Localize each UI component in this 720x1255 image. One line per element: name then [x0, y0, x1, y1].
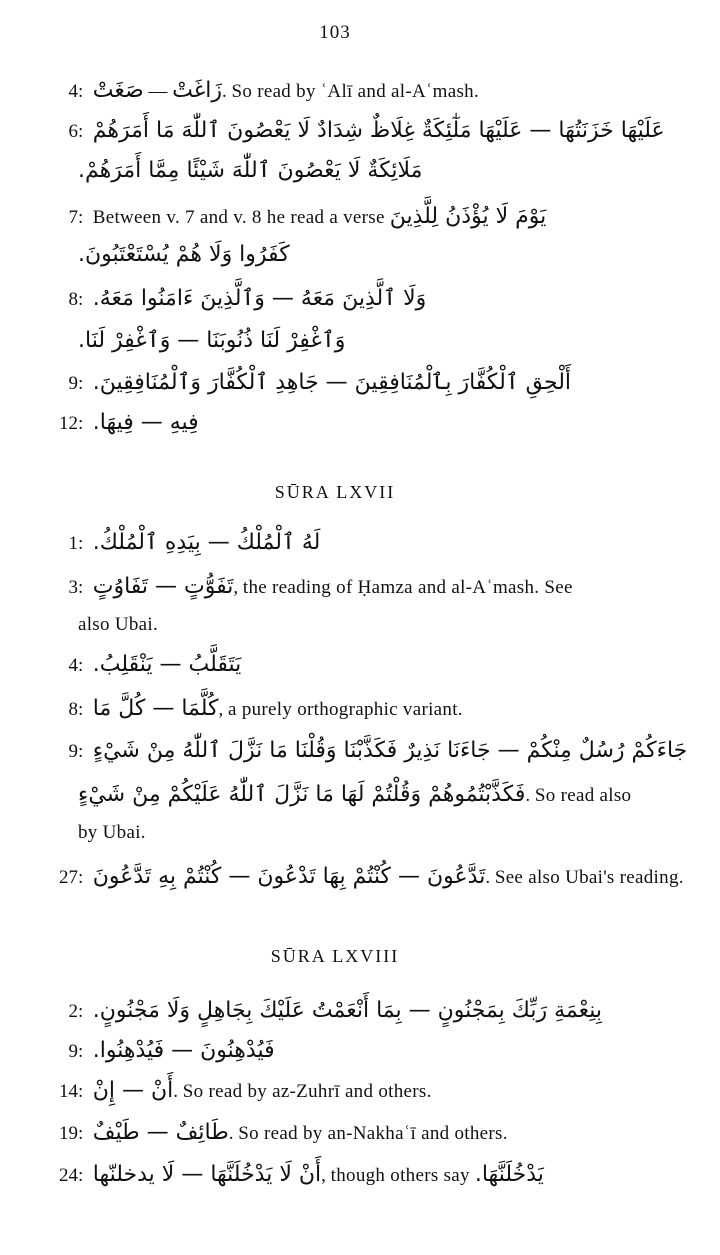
verse-number: 8 — [68, 289, 78, 310]
verse-entry-1: 1: لَهُ ٱلْمُلْكُ — بِيَدِهِ ٱلْمُلْكُ. — [26, 530, 666, 557]
dash: — — [143, 81, 173, 102]
verse-entry-6-cont — [78, 158, 668, 183]
arabic-reading: فَيُدْهِنُونَ — فَيُدْهِنُوا. — [92, 1038, 275, 1063]
arabic-reading: يَوْمَ لَا يُؤْذَنُ لِلَّذِينَ — [389, 204, 547, 229]
note-text-cont: also Ubai. — [78, 614, 159, 635]
verse-entry-4b: 4: يَتَقَلَّبُ — يَنْقَلِبُ. — [26, 652, 666, 679]
arabic-reading: أَنْ لَا يَدْخُلَنَّهَا — لَا يدخلنّها — [92, 1162, 322, 1187]
arabic-reading: أَلْحِقِ ٱلْكُفَّارَ بِٱلْمُنَافِقِينَ — جَاهِدِ ٱلْكُفَّارَ وَٱلْمُنَافِقِينَ. — [92, 370, 572, 395]
verse-entry-27: 27: تَدَّعُونَ — كُنْتُمْ بِهَا تَدْعُونَ — كُنْتُمْ بِهِ تَدَّعُونَ. See also Ubai's reading. — [26, 864, 666, 891]
verse-number: 8 — [68, 699, 78, 720]
arabic-variant: كَفَرُوا وَلَا هُمْ يُسْتَعْتَبُونَ. — [78, 242, 290, 267]
arabic-variant: فَكَذَّبْتُمُوهُمْ وَقُلْتُمْ لَهَا مَا نَزَّلَ ٱللّٰهُ عَلَيْكُمْ مِنْ شَيْءٍ — [78, 782, 526, 807]
verse-entry-4: 4: صَغَتْ — زَاغَتْ. So read by ʿAlī and al-Aʿmash. — [26, 78, 666, 105]
arabic-reading: أَنْ — إِنْ — [92, 1078, 174, 1103]
verse-number: 19 — [59, 1123, 78, 1144]
verse-number: 7 — [68, 207, 78, 228]
verse-number: 4 — [68, 81, 78, 102]
arabic-variant: زَاغَتْ — [172, 78, 222, 103]
verse-number: 24 — [59, 1165, 78, 1186]
sura-heading-67: SŪRA LXVII — [274, 482, 396, 502]
verse-entry-8b: 8: كُلَّمَا — كُلَّ مَا, a purely orthographic variant. — [26, 696, 666, 723]
arabic-reading: لَهُ ٱلْمُلْكُ — بِيَدِهِ ٱلْمُلْكُ. — [92, 530, 321, 555]
arabic-reading: بِنِعْمَةِ رَبِّكَ بِمَجْنُونٍ — بِمَا أَنْعَمْتُ عَلَيْكَ بِجَاهِلٍ وَلَا مَجْنُونٍ. — [92, 998, 602, 1023]
arabic-reading: وَلَا ٱلَّذِينَ مَعَهُ — وَٱلَّذِينَ ءَامَنُوا مَعَهُ. — [92, 286, 427, 311]
verse-entry-3-cont — [78, 614, 668, 636]
verse-entry-8-cont — [78, 328, 668, 353]
verse-entry-6: 6: عَلَيْهَا خَزَنَتُهَا — عَلَيْهَا مَلٰٓئِكَةٌ غِلَاظٌ شِدَادٌ لَا يَعْصُونَ ٱللّٰهَ مَا أَمَرَهُمْ — [26, 118, 666, 145]
note-text: . See also Ubai's reading. — [485, 867, 684, 888]
verse-entry-9: 9: أَلْحِقِ ٱلْكُفَّارَ بِٱلْمُنَافِقِينَ — جَاهِدِ ٱلْكُفَّارَ وَٱلْمُنَافِقِينَ. — [26, 370, 666, 397]
arabic-reading: فِيهِ — فِيهَا. — [92, 410, 199, 435]
verse-number: 2 — [68, 1001, 78, 1022]
verse-entry-19: 19: طَائِفٌ — طَيْفٌ. So read by an-Nakhaʿī and others. — [26, 1120, 666, 1147]
verse-number: 4 — [68, 655, 78, 676]
arabic-reading: جَاءَكُمْ رُسُلٌ مِنْكُمْ — جَاءَنَا نَذِيرٌ فَكَذَّبْنَا وَقُلْنَا مَا نَزَّلَ ٱللّٰهُ مِنْ شَيْءٍ — [92, 738, 688, 763]
verse-number: 12 — [59, 413, 78, 434]
arabic-variant: وَٱغْفِرْ لَنَا ذُنُوبَنَا — وَٱغْفِرْ لَنَا. — [78, 328, 346, 353]
verse-number: 6 — [68, 121, 78, 142]
verse-entry-3: 3: تَفَوُّتٍ — تَفَاوُتٍ, the reading of Ḥamza and al-Aʿmash. See — [26, 574, 666, 601]
note-text: , the reading of Ḥamza and al-Aʿmash. See — [233, 577, 573, 598]
note-text-cont: by Ubai. — [78, 822, 146, 843]
verse-entry-9b: 9: جَاءَكُمْ رُسُلٌ مِنْكُمْ — جَاءَنَا نَذِيرٌ فَكَذَّبْنَا وَقُلْنَا مَا نَزَّلَ ٱللّٰهُ مِنْ شَيْءٍ — [26, 738, 666, 765]
arabic-reading: طَائِفٌ — طَيْفٌ — [92, 1120, 229, 1145]
verse-entry-9b-cont2 — [78, 822, 668, 844]
note-text: , though others say — [321, 1165, 475, 1186]
verse-number: 3 — [68, 577, 78, 598]
verse-number: 9 — [68, 1041, 78, 1062]
verse-entry-2: 2: بِنِعْمَةِ رَبِّكَ بِمَجْنُونٍ — بِمَا أَنْعَمْتُ عَلَيْكَ بِجَاهِلٍ وَلَا مَجْنُونٍ. — [26, 998, 666, 1025]
verse-entry-9c: 9: فَيُدْهِنُونَ — فَيُدْهِنُوا. — [26, 1038, 666, 1065]
note-text: . So read by an-Nakhaʿī and others. — [228, 1123, 508, 1144]
verse-entry-7-cont — [78, 242, 668, 267]
verse-entry-7: 7: Between v. 7 and v. 8 he read a verse يَوْمَ لَا يُؤْذَنُ لِلَّذِينَ — [26, 204, 666, 231]
verse-number: 14 — [59, 1081, 78, 1102]
note-text: . So read by ʿAlī and al-Aʿmash. — [222, 81, 479, 102]
verse-entry-9b-cont — [78, 782, 668, 807]
note-text: . So read by az-Zuhrī and others. — [173, 1081, 432, 1102]
verse-number: 1 — [68, 533, 78, 554]
verse-entry-8: 8: وَلَا ٱلَّذِينَ مَعَهُ — وَٱلَّذِينَ ءَامَنُوا مَعَهُ. — [26, 286, 666, 313]
note-text: . So read also — [525, 785, 632, 806]
arabic-reading: عَلَيْهَا خَزَنَتُهَا — عَلَيْهَا مَلٰٓئِكَةٌ غِلَاظٌ شِدَادٌ لَا يَعْصُونَ ٱللّٰهَ مَا أَمَرَهُمْ — [92, 118, 665, 143]
verse-entry-12: 12: فِيهِ — فِيهَا. — [26, 410, 666, 437]
verse-number: 9 — [68, 741, 78, 762]
arabic-variant: مَلَائِكَةٌ لَا يَعْصُونَ ٱللّٰهَ شَيْئًا مِمَّا أَمَرَهُمْ. — [78, 158, 423, 183]
note-text: , a purely orthographic variant. — [218, 699, 463, 720]
arabic-reading: تَدَّعُونَ — كُنْتُمْ بِهَا تَدْعُونَ — كُنْتُمْ بِهِ تَدَّعُونَ — [92, 864, 486, 889]
note-text: Between v. 7 and v. 8 he read a verse — [92, 207, 390, 228]
arabic-reading: كُلَّمَا — كُلَّ مَا — [92, 696, 219, 721]
verse-entry-24: 24: أَنْ لَا يَدْخُلَنَّهَا — لَا يدخلنّها, though others say يَدْخُلَنَّهَا. — [26, 1162, 666, 1189]
arabic-variant: يَدْخُلَنَّهَا. — [474, 1162, 544, 1187]
sura-heading-68: SŪRA LXVIII — [270, 946, 400, 966]
verse-number: 27 — [59, 867, 78, 888]
verse-entry-14: 14: أَنْ — إِنْ. So read by az-Zuhrī and others. — [26, 1078, 666, 1105]
arabic-reading: صَغَتْ — [92, 78, 144, 103]
page-number: 103 — [319, 22, 351, 43]
arabic-reading: يَتَقَلَّبُ — يَنْقَلِبُ. — [92, 652, 242, 677]
arabic-reading: تَفَوُّتٍ — تَفَاوُتٍ — [92, 574, 234, 599]
verse-number: 9 — [68, 373, 78, 394]
